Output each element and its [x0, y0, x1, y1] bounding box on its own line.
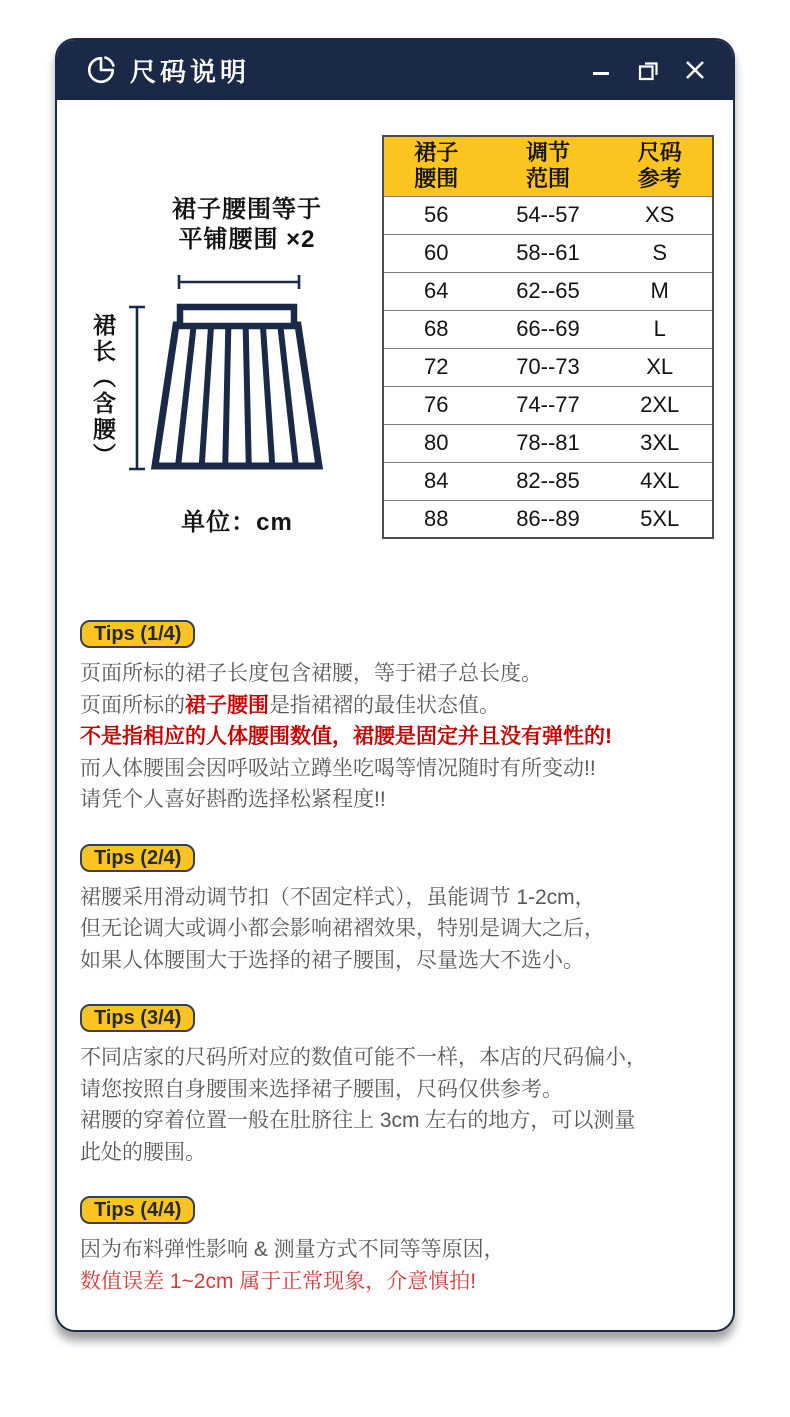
clock-pie-icon [85, 54, 117, 86]
tips-badge-1: Tips (1/4) [80, 620, 195, 648]
size-table-body [383, 196, 713, 538]
window-title: 尺码说明 [130, 56, 251, 87]
tips-badge-2: Tips (2/4) [80, 844, 195, 872]
minimize-icon[interactable] [589, 58, 613, 82]
table-row [383, 386, 713, 424]
table-cell: 70--73 [489, 348, 608, 386]
tips2-line1: 裙腰采用滑动调节扣（不固定样式），虽能调节 1-2cm， [80, 885, 596, 909]
table-cell: 68 [383, 310, 489, 348]
pleated-skirt-drawing [150, 302, 324, 474]
table-cell: L [607, 310, 713, 348]
waist-caption-line2: 平铺腰围 ×2 [178, 226, 316, 253]
table-cell: 76 [383, 386, 489, 424]
tips1-line5: 请凭个人喜好斟酌选择松紧程度!! [80, 788, 386, 811]
table-cell: 60 [383, 234, 489, 272]
tips1-line3-warning: 不是指相应的人体腰围数值，裙腰是固定并且没有弹性的! [80, 725, 612, 748]
tips3-line4: 此处的腰围。 [80, 1140, 206, 1164]
tips-section-3 [80, 1004, 707, 1168]
waist-measure-line [177, 274, 301, 290]
table-cell: XL [607, 348, 713, 386]
table-cell: 56 [383, 196, 489, 234]
table-cell: 74--77 [489, 386, 608, 424]
table-cell: M [607, 272, 713, 310]
tips-badge-3: Tips (3/4) [80, 1004, 195, 1032]
waist-caption [147, 195, 347, 255]
size-table-header-row [383, 136, 713, 196]
table-cell: 72 [383, 348, 489, 386]
table-row [383, 272, 713, 310]
tips-section-2 [80, 844, 707, 977]
table-cell: S [607, 234, 713, 272]
tips-section-4 [80, 1196, 707, 1297]
table-cell: 78--81 [489, 424, 608, 462]
table-cell: 84 [383, 462, 489, 500]
table-row [383, 348, 713, 386]
size-table [382, 135, 714, 539]
table-row [383, 462, 713, 500]
tips1-line2: 页面所标的裙子腰围是指裙褶的最佳状态值。 [80, 693, 500, 717]
table-row [383, 310, 713, 348]
tips-badge-4: Tips (4/4) [80, 1196, 195, 1224]
tips-section-1 [80, 620, 707, 816]
table-cell: 3XL [607, 424, 713, 462]
tips1-line1: 页面所标的裙子长度包含裙腰，等于裙子总长度。 [80, 662, 542, 685]
table-row [383, 500, 713, 538]
tips1-line4: 而人体腰围会因呼吸站立蹲坐吃喝等情况随时有所变动!! [80, 756, 596, 780]
restore-icon[interactable] [636, 58, 660, 82]
window-controls [589, 58, 707, 82]
table-cell: 5XL [607, 500, 713, 538]
header-size-ref: 尺码 参考 [607, 136, 713, 196]
table-cell: 58--61 [489, 234, 608, 272]
highlight-skirt-waist: 裙子腰围 [185, 693, 269, 717]
waist-caption-line1: 裙子腰围等于 [172, 196, 322, 223]
tips2-line2: 但无论调大或调小都会影响裙褶效果，特别是调大之后， [80, 917, 605, 940]
table-cell: 2XL [607, 386, 713, 424]
table-row [383, 234, 713, 272]
table-cell: 66--69 [489, 310, 608, 348]
header-adjust-range: 调节 范围 [489, 136, 608, 196]
header-skirt-waist: 裙子 腰围 [383, 136, 489, 196]
close-icon[interactable] [683, 58, 707, 82]
skirt-length-label: 裙长（含腰） [90, 313, 116, 469]
table-row [383, 424, 713, 462]
tips3-line3: 裙腰的穿着位置一般在肚脐往上 3cm 左右的地方，可以测量 [80, 1109, 636, 1132]
window-content [57, 100, 733, 1297]
table-cell: 64 [383, 272, 489, 310]
table-cell: 62--65 [489, 272, 608, 310]
table-cell: 4XL [607, 462, 713, 500]
table-cell: 80 [383, 424, 489, 462]
table-cell: 88 [383, 500, 489, 538]
tips3-line1: 不同店家的尺码所对应的数值可能不一样，本店的尺码偏小， [80, 1046, 647, 1069]
table-cell: XS [607, 196, 713, 234]
tips4-line1: 因为布料弹性影响 & 测量方式不同等等原因， [80, 1238, 505, 1261]
size-guide-window [55, 38, 735, 1332]
length-measure-line [128, 305, 146, 471]
table-cell: 54--57 [489, 196, 608, 234]
window-titlebar [57, 40, 733, 100]
table-cell: 82--85 [489, 462, 608, 500]
tips2-line3: 如果人体腰围大于选择的裙子腰围，尽量选大不选小。 [80, 948, 584, 972]
measurement-section [57, 100, 733, 610]
tips4-line2-warning: 数值误差 1~2cm 属于正常现象，介意慎拍! [80, 1269, 477, 1293]
table-cell: 86--89 [489, 500, 608, 538]
tips3-line2: 请您按照自身腰围来选择裙子腰围，尺码仅供参考。 [80, 1077, 563, 1101]
table-row [383, 196, 713, 234]
unit-label: 单位：cm [181, 509, 293, 536]
